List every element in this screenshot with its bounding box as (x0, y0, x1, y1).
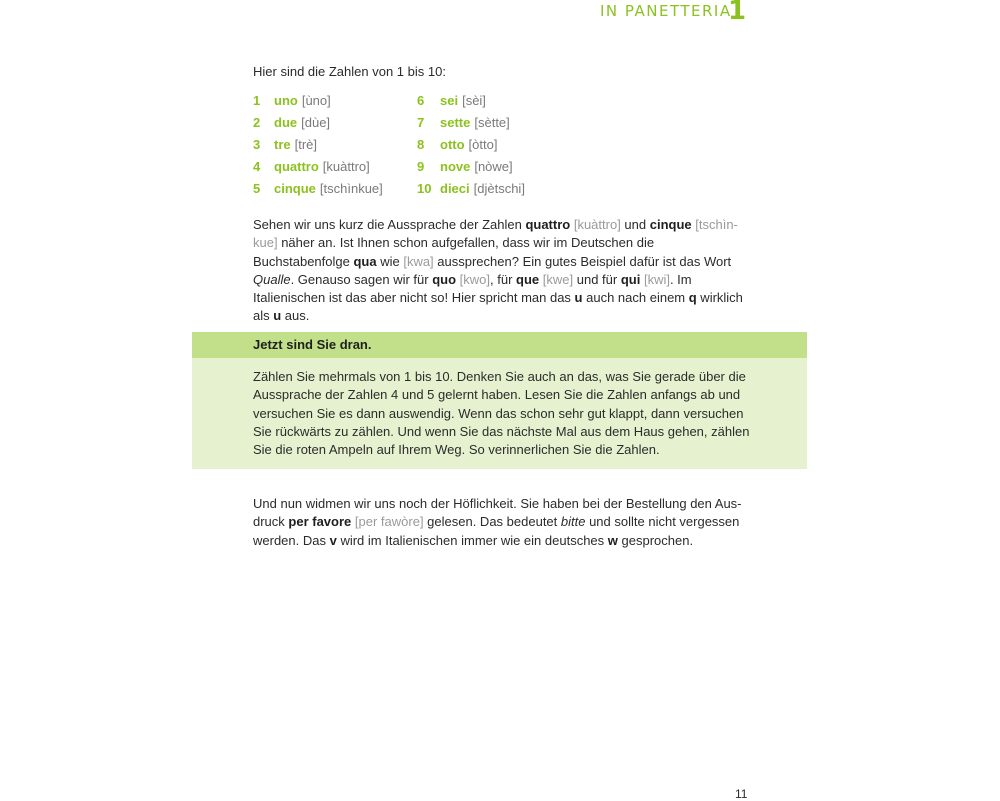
number-item (253, 114, 417, 132)
exercise-title: Jetzt sind Sie dran. (253, 337, 372, 352)
number-item (253, 180, 417, 198)
number-item (417, 136, 617, 154)
number-word: sei (440, 93, 459, 108)
exercise-box (192, 358, 807, 469)
number-word: cinque (274, 181, 316, 196)
pronunciation-paragraph: Sehen wir uns kurz die Aussprache der Zahlen quattro [kuàttro] und cinque [tschìn-kue] näher an. Ist Ihnen schon aufgefallen, dass wir im Deutschen die Buchstabenfolge qua wie [kwa] aussprechen? Ein gutes Beispiel dafür ist das Wort Qualle. Genauso sagen wir für quo [kwo], für que [kwe] und für qui [kwi]. Im Italienischen ist das aber nicht so! Hier spricht man das u auch nach einem q wirklich als u aus. (253, 217, 743, 324)
number-digit: 5 (253, 181, 261, 196)
number-pronunciation: [sètte] (474, 115, 510, 130)
number-item (417, 92, 617, 110)
number-word: quattro (274, 159, 319, 174)
number-word: due (274, 115, 298, 130)
number-word: nove (440, 159, 471, 174)
chapter-number: 1 (728, 0, 747, 26)
exercise-header (192, 332, 807, 358)
number-pronunciation: [trè] (294, 137, 318, 152)
number-digit: 2 (253, 115, 261, 130)
number-pronunciation: [tschìnkue] (319, 181, 383, 196)
number-digit: 4 (253, 159, 261, 174)
page-number: 11 (735, 787, 748, 801)
number-item (253, 92, 417, 110)
number-digit: 3 (253, 137, 261, 152)
exercise-text: Zählen Sie mehrmals von 1 bis 10. Denken Sie auch an das, was Sie gerade über die Aussprache der Zahlen 4 und 5 gelernt haben. Lesen Sie die Zahlen anfangs ab und versuchen Sie es dann auswendig. Wenn das schon sehr gut klappt, dann versuchen Sie rückwärts zu zählen. Und wenn Sie das nächste Mal aus dem Haus gehen, zählen Sie die roten Ampeln auf Ihrem Weg. So verinnerlichen Sie die Zahlen. (253, 369, 750, 458)
number-item (417, 114, 617, 132)
number-digit: 10 (417, 181, 432, 196)
number-word: uno (274, 93, 298, 108)
number-digit: 6 (417, 93, 425, 108)
number-pronunciation: [sèi] (462, 93, 486, 108)
number-pronunciation: [ùno] (301, 93, 331, 108)
number-digit: 7 (417, 115, 425, 130)
number-word: dieci (440, 181, 470, 196)
number-pronunciation: [dùe] (301, 115, 331, 130)
intro-text: Hier sind die Zahlen von 1 bis 10: (253, 64, 446, 79)
number-pronunciation: [djètschi] (473, 181, 525, 196)
number-digit: 1 (253, 93, 261, 108)
number-pronunciation: [kuàttro] (322, 159, 370, 174)
number-pronunciation: [nòwe] (474, 159, 513, 174)
number-item (253, 136, 417, 154)
number-pronunciation: [òtto] (468, 137, 498, 152)
number-word: otto (440, 137, 465, 152)
number-digit: 8 (417, 137, 425, 152)
politeness-paragraph: Und nun widmen wir uns noch der Höflichkeit. Sie haben bei der Bestellung den Aus-druck per favore [per fawòre] gelesen. Das bedeutet bitte und sollte nicht vergessen werden. Das v wird im Italienischen immer wie ein deutsches w gesprochen. (253, 496, 742, 548)
numbers-list (253, 92, 617, 198)
number-word: sette (440, 115, 471, 130)
number-item (417, 180, 617, 198)
number-item (253, 158, 417, 176)
number-item (417, 158, 617, 176)
number-digit: 9 (417, 159, 425, 174)
chapter-title: IN PANETTERIA (600, 2, 732, 20)
number-word: tre (274, 137, 291, 152)
